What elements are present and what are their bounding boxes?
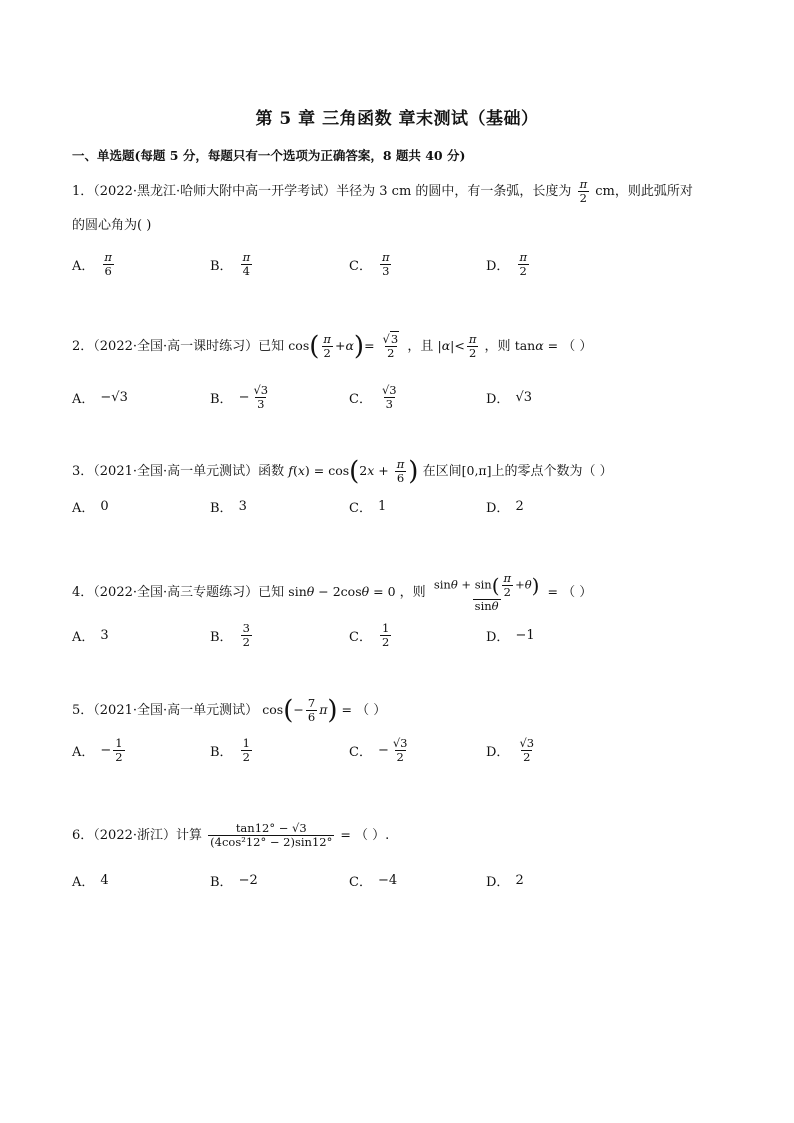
option-c[interactable]: C． $\frac{√3}{3}$ [349,382,397,411]
question-text: 计算 [176,828,203,843]
option-c[interactable]: C． 1 [349,498,387,516]
option-d[interactable]: D． 2 [486,498,524,516]
question-text: 已知 [258,339,285,354]
question-2-stem [72,333,592,360]
option-a[interactable]: A． 4 [72,872,109,890]
question-number: 6． [72,828,94,843]
math-expression: cos( $\frac{\pi}{2}$ +α)= $\frac{√3}{2}$ [288,331,399,362]
question-text: 已知 [258,585,285,600]
question-4-stem [72,572,592,613]
question-6-options [72,860,732,900]
math-expression: |α|< $\frac{\pi}{2}$ [437,332,477,360]
option-b[interactable]: B． $\frac{3}{2}$ [210,620,250,649]
question-1-stem [72,178,693,205]
question-number: 5． [72,703,94,718]
question-source: （2022·全国·高一课时练习） [93,339,259,354]
question-number: 3． [72,464,94,479]
question-text: 在区间 [422,464,462,479]
question-3-options [72,486,732,526]
option-c[interactable]: C． $\frac{\pi}{3}$ [349,249,390,278]
question-source: （2021·全国·高一单元测试） [93,703,259,718]
option-c[interactable]: C． $\frac{1}{2}$ [349,620,390,649]
question-text: 函数 [258,464,285,479]
option-a[interactable]: A． $\frac{\pi}{6}$ [72,249,112,278]
question-source: （2022·黑龙江·哈师大附中高一开学考试） [93,184,337,199]
question-text: （ ）. [354,828,390,843]
math-fraction: $\frac{\pi}{2}$ [579,177,588,205]
question-text: 上的零点个数为（ ） [491,464,613,479]
question-text: ，则 [484,339,511,354]
math-expression: f(x) = cos(2x + $\frac{\pi}{6}$ ) [288,456,419,487]
option-c[interactable]: C． −4 [349,872,398,890]
question-text: 半径为 3 cm 的圆中，有一条弧，长度为 [336,184,572,199]
option-a[interactable]: A． −√3 [72,389,128,407]
option-d[interactable]: D． $\frac{\pi}{2}$ [486,249,527,278]
page-title: 第 5 章 三角函数 章末测试（基础） [255,109,539,129]
question-5-stem [72,697,386,724]
question-text: （ ） [356,703,387,718]
option-d[interactable]: D． $\frac{√3}{2}$ [486,735,535,764]
question-number: 4． [72,585,94,600]
option-d[interactable]: D． −1 [486,627,535,645]
math-expression: [0,π] [461,463,492,478]
question-5-options [72,730,732,770]
section-heading: 一、单选题(每题 5 分，每题只有一个选项为正确答案，8 题共 40 分) [72,148,466,163]
question-2-options [72,377,732,417]
math-expression: tanα = [514,338,559,353]
question-number: 2． [72,339,94,354]
option-b[interactable]: B． $\frac{1}{2}$ [210,735,250,764]
math-expression: sinθ + sin( $\frac{\pi}{2}$ +θ) sinθ = [433,571,558,613]
math-expression: sinθ − 2cosθ = 0 [288,584,396,599]
question-4-options [72,615,732,655]
question-1-options [72,244,732,284]
option-b[interactable]: B． −2 [210,872,258,890]
math-expression: cos(− $\frac{7}{6}$ π) = [262,695,353,726]
question-text: cm，则此弧所对 [595,184,693,199]
question-source: （2022·浙江） [93,828,176,843]
question-source: （2022·全国·高三专题练习） [93,585,259,600]
question-text: ，且 [407,339,434,354]
math-expression: $\frac{\tan 12^\circ - √3}{\text{(4cos²12° − 2)sin12°}}$ = [210,821,351,849]
question-3-stem [72,458,613,485]
question-source: （2021·全国·高一单元测试） [93,464,259,479]
option-b[interactable]: B． 3 [210,498,247,516]
question-text: （ ） [562,339,593,354]
option-a[interactable]: A． 3 [72,627,109,645]
option-c[interactable]: C． − $\frac{√3}{2}$ [349,735,408,764]
option-d[interactable]: D． √3 [486,389,532,407]
option-a[interactable]: A． 0 [72,498,109,516]
question-number: 1． [72,184,94,199]
question-text: 的圆心角为( ) [72,218,152,233]
question-1-stem-line2 [72,216,151,236]
option-d[interactable]: D． 2 [486,872,524,890]
question-6-stem [72,822,389,849]
option-a[interactable]: A． − $\frac{1}{2}$ [72,735,123,764]
option-b[interactable]: B． $\frac{\pi}{4}$ [210,249,251,278]
question-text: （ ） [562,585,593,600]
question-text: ，则 [399,585,426,600]
option-b[interactable]: B． − $\frac{√3}{3}$ [210,382,269,411]
